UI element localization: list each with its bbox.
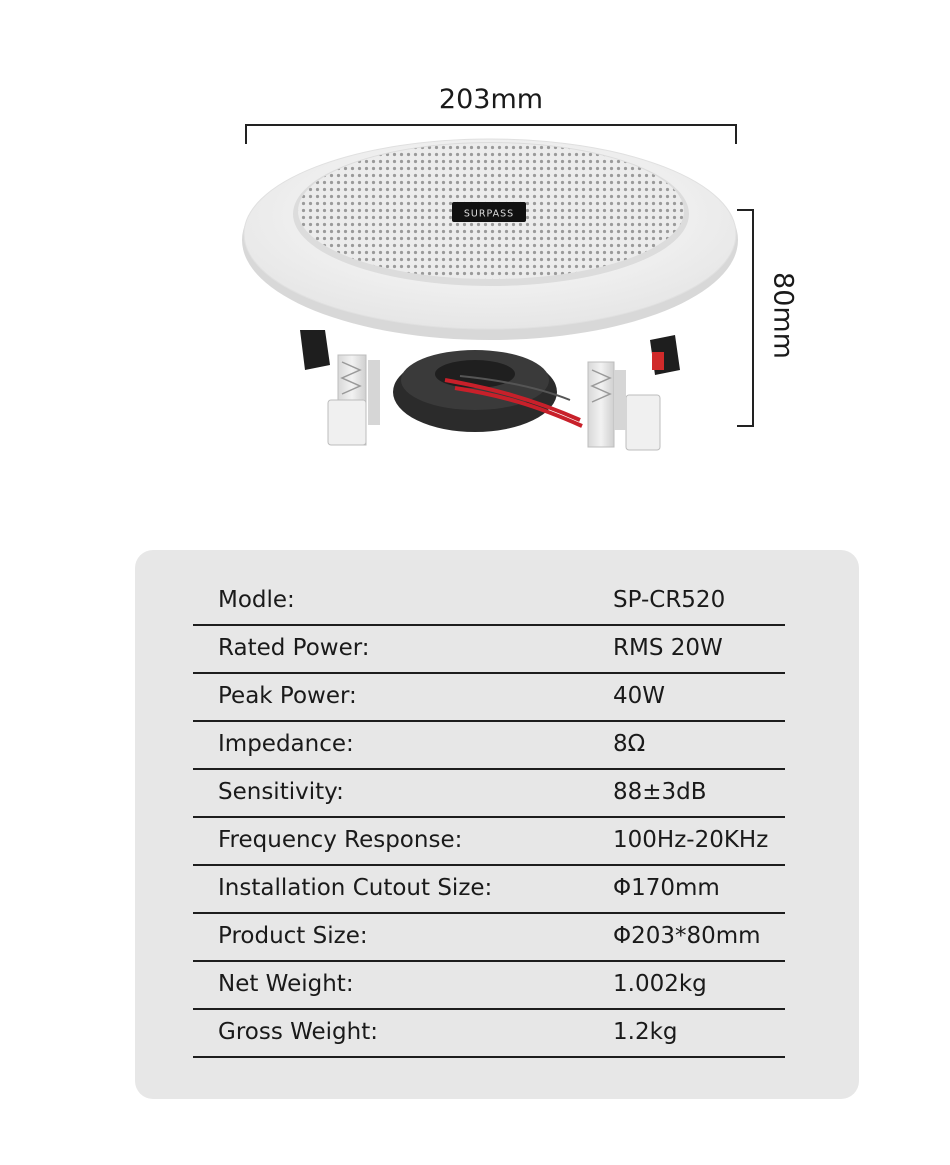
spec-row	[193, 722, 785, 770]
spec-label: Frequency Response:	[218, 827, 463, 853]
spec-row	[193, 818, 785, 866]
ceiling-speaker-image	[230, 130, 750, 460]
spec-value: SP-CR520	[613, 587, 726, 613]
spec-row	[193, 1010, 785, 1058]
spec-label: Rated Power:	[218, 635, 370, 661]
brand-badge-text: SURPASS	[463, 208, 515, 220]
spec-label: Impedance:	[218, 731, 354, 757]
spec-row	[193, 626, 785, 674]
spec-value: 88±3dB	[613, 779, 707, 805]
width-dimension-label: 203mm	[438, 84, 544, 115]
spec-value: 100Hz-20KHz	[613, 827, 769, 853]
mounting-clip-left	[328, 355, 380, 445]
spec-value: 40W	[613, 683, 666, 709]
spec-value: 8Ω	[613, 731, 646, 757]
spec-panel	[135, 550, 859, 1099]
spec-label: Sensitivity:	[218, 779, 344, 805]
spec-label: Gross Weight:	[218, 1019, 379, 1045]
spec-value: 1.002kg	[613, 971, 707, 997]
spec-value: 1.2kg	[613, 1019, 678, 1045]
spec-value: RMS 20W	[613, 635, 723, 661]
spec-label: Peak Power:	[218, 683, 357, 709]
spec-label: Net Weight:	[218, 971, 354, 997]
spec-row	[193, 962, 785, 1010]
spec-value: Φ170mm	[613, 875, 720, 901]
spec-row	[193, 578, 785, 626]
spec-row	[193, 674, 785, 722]
spec-label: Product Size:	[218, 923, 368, 949]
height-dimension-label: 80mm	[767, 272, 799, 359]
mounting-clip-right	[588, 362, 660, 450]
spec-row	[193, 770, 785, 818]
spec-label: Installation Cutout Size:	[218, 875, 493, 901]
spec-value: Φ203*80mm	[613, 923, 761, 949]
brand-badge	[452, 202, 526, 222]
spec-row	[193, 914, 785, 962]
spec-row	[193, 866, 785, 914]
spec-label: Modle:	[218, 587, 295, 613]
spec-table	[193, 578, 785, 1058]
